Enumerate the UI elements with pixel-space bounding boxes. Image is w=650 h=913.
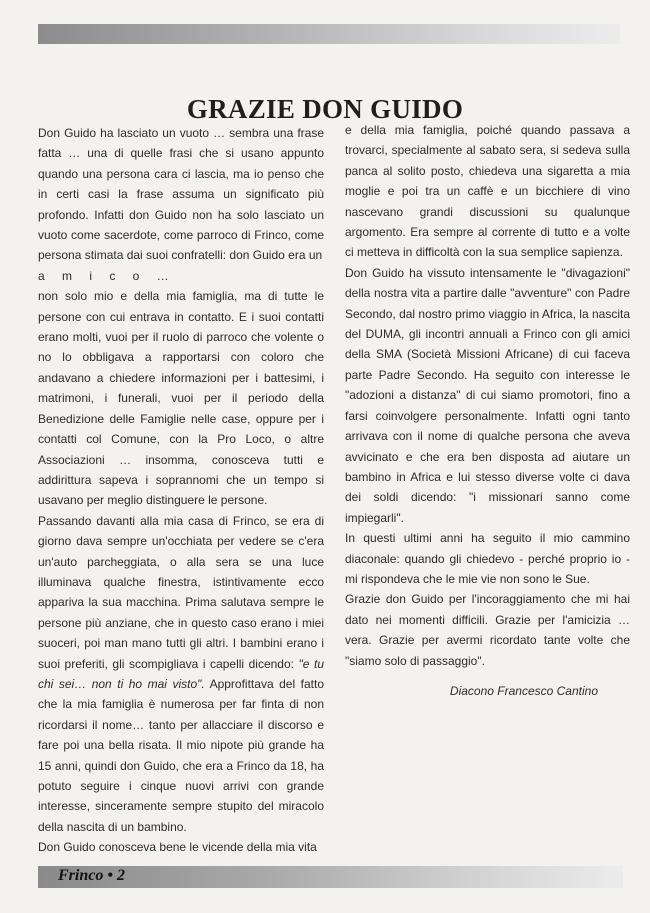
paragraph [38,511,324,838]
paragraph-text: Approfittava del fatto che la mia famiglia è numerosa per far finta di non ricordarsi il nome… tanto per allacciare il discorso e fare poi una bella risata. Il mio nipote più grande ha 15 anni, quindi don Guido, che era a Frinco da 18, ha potuto seguire i cinque nuovi arrivi con grande interesse, sinceramente sempre stupito del miracolo della nascita di un bambino. [38,676,325,834]
header-band [38,24,620,44]
right-column [345,120,630,701]
left-column [38,123,324,858]
paragraph: e della mia famiglia, poiché quando passava a trovarci, specialmente al sabato sera, si sedeva sulla panca al solito posto, chiedeva una sigaretta a mia moglie e poi tra un caffè e un bicchiere di vino nascevano grandi discussioni su qualunque argomento. Era sempre al corrente di tutto e a volte ci metteva in difficoltà con la sua semplice sapienza. [345,123,630,260]
page-title: GRAZIE DON GUIDO [186,94,464,125]
page-footer: Frinco • 2 [58,867,125,884]
paragraph: Grazie don Guido per l'incoraggiamento che mi hai dato nei momenti difficili. Grazie per l'amicizia … vera. Grazie per avermi ricordato tante volte che "siamo solo di passaggio". [345,592,630,668]
footer-band [38,866,623,888]
paragraph-text: Passando davanti alla mia casa di Frinco, se era di giorno dava sempre un'occhiata per vedere se c'era un'auto parcheggiata, o alla sera se una luce illuminava qualche finestra, istintivamente ecco appariva la sua macchina. Prima salutava sempre le persone più anziane, che in questo caso erano i miei suoceri, poi man mano tutti gli altri. I bambini erano i suoi preferiti, gli scompigliava i capelli dicendo: [38,513,324,671]
paragraph: In questi ultimi anni ha seguito il mio cammino diaconale: quando gli chiedevo - perché proprio io - mi rispondeva che le mie vie non sono le Sue. [345,531,630,586]
paragraph: Don Guido ha vissuto intensamente le "divagazioni" della nostra vita a partire dalle "avventure" con Padre Secondo, dal nostro primo viaggio in Africa, la nascita del DUMA, gli incontri annuali a Frinco con gli amici della SMA (Società Missioni Africane) di cui faceva parte Padre Secondo. Ha seguito con interesse le "adozioni a distanza" di cui siamo promotori, fino a farsi coinvolgere personalmente. Infatti ogni tanto arrivava con il nome di qualche persona che aveva avvicinato e che era ben disposta ad aiutare un bambino in Africa e lui stesso diverse volte ci dava dei soldi dicendo: "i missionari sanno come impiegarli". [345,265,630,525]
paragraph: Don Guido ha lasciato un vuoto … sembra una frase fatta … una di quelle frasi che si usano appunto quando una persona cara ci lascia, ma io penso che in certi casi la frase assuma un significato più profondo. Infatti don Guido non ha solo lasciato un vuoto come sacerdote, come parroco di Frinco, come persona stimata dai suoi confratelli: don Guido era un [38,126,324,263]
paragraph: a m i c o … [38,268,176,283]
signature: Diacono Francesco Cantino [449,683,598,698]
quoted-text: "e tu chi sei… non ti ho mai visto". [38,656,324,691]
paragraph: non solo mio e della mia famiglia, ma di tutte le persone con cui entrava in contatto. E i suoi contatti erano molti, vuoi per il ruolo di parroco che volente o no lo obbligava a rapportarsi con coloro che andavano a chiedere informazioni per i battesimi, i matrimoni, i funerali, vuoi per il periodo della Benedizione delle Famiglie nelle case, oppure per i contatti col Comune, con la Pro Loco, o altre Associazioni … insomma, conosceva tutti e addirittura sapeva i soprannomi che un tempo si usavano per meglio distinguere le persone. [38,289,324,508]
paragraph: Don Guido conosceva bene le vicende della mia vita [38,840,317,855]
